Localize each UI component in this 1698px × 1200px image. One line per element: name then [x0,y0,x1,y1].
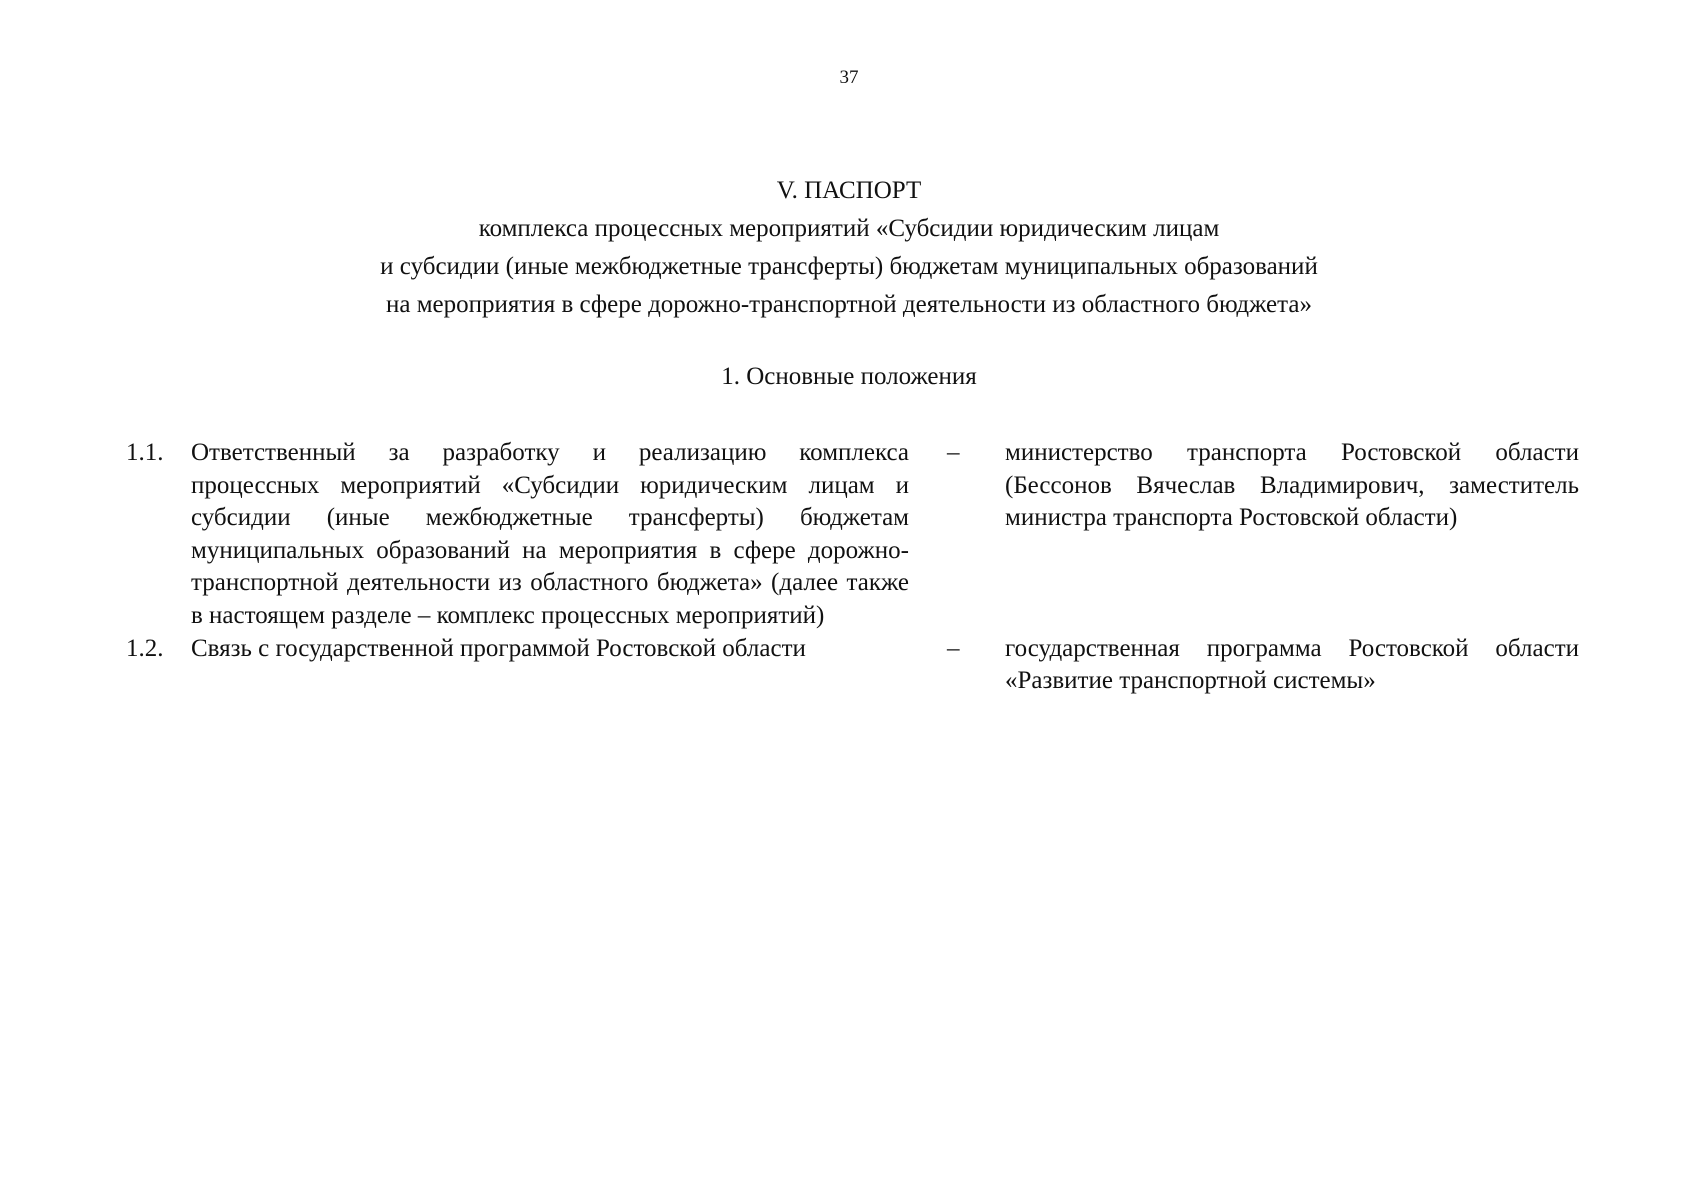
item-number: 1.1. [126,439,164,466]
item-dash: – [947,439,960,466]
item-dash: – [947,634,960,662]
title-line-1: V. ПАСПОРТ [776,177,922,204]
title-line-4: на мероприятия в сфере дорожно-транспортной деятельности из областного бюджета» [386,291,1312,318]
item-label: Связь с государственной программой Ростовской области [191,634,806,662]
section-heading: 1. Основные положения [721,363,977,390]
document-title [0,172,1698,324]
item-number: 1.2. [126,634,164,662]
title-line-2: комплекса процессных мероприятий «Субсидии юридическим лицам [478,215,1220,242]
item-value: государственная программа Ростовской области «Развитие транспортной системы» [1005,634,1579,695]
item-label: Ответственный за разработку и реализацию комплекса процессных мероприятий «Субсидии юридическим лицам и субсидии (иные межбюджетные трансферты) бюджетам муниципальных образований на мероприятия в сфере дорожно-транспортной деятельности из областного бюджета» (далее также в настоящем разделе – комплекс процессных мероприятий) [191,439,909,629]
page-number: 37 [839,67,859,88]
title-line-3: и субсидии (иные межбюджетные трансферты) бюджетам муниципальных образований [380,253,1318,280]
provisions-list [0,437,1698,695]
provision-item-1-1 [0,437,1698,633]
provision-item-1-2 [0,633,1698,695]
item-value: министерство транспорта Ростовской области (Бессонов Вячеслав Владимирович, заместитель министра транспорта Ростовской области) [1005,439,1579,532]
